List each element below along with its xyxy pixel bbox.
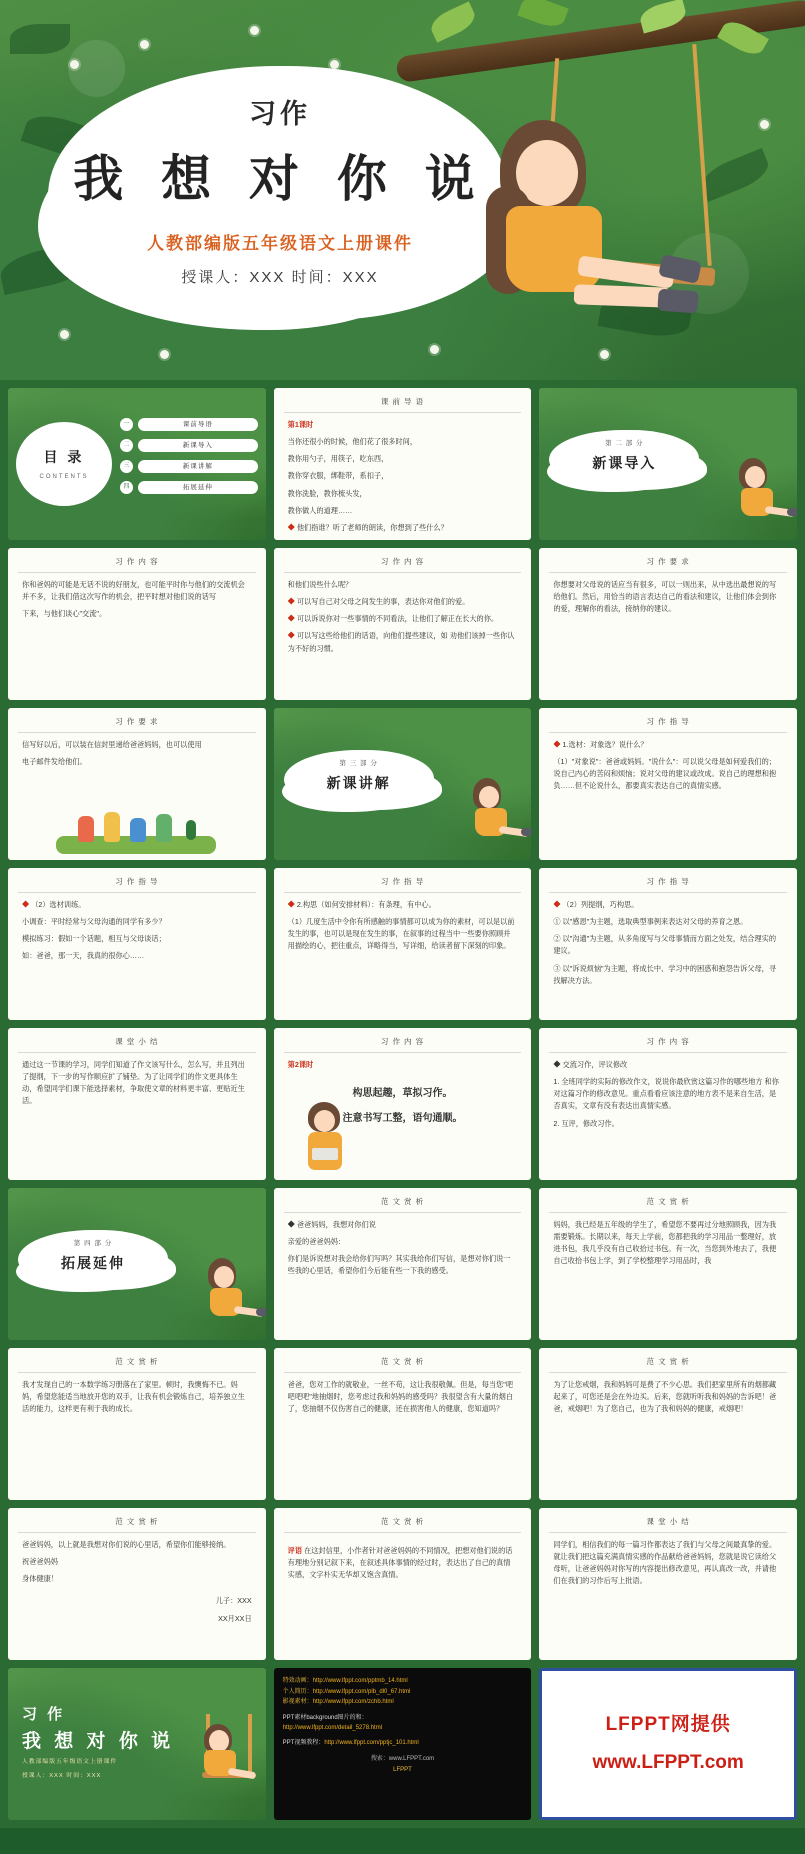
guide-line: 模拟练习：假如一个话题，相互与父母谈话； (22, 934, 166, 944)
content-bullet: ◆ 可以诉说你对一些事情的不同看法，让他们了解正在长大的你。 (288, 613, 518, 625)
slide-header: 习 作 指 导 (18, 876, 256, 893)
slide-body (284, 419, 522, 535)
girl-shoe-icon (657, 289, 698, 314)
slide-body (284, 579, 522, 655)
guide-subline: ③ 以"诉说烦恼"为主题，将成长中、学习中的困惑和抱怨告诉父母，寻找解决方法。 (553, 963, 777, 985)
slide-body (18, 579, 256, 621)
slide-body (549, 1219, 787, 1268)
plant-icon (186, 820, 196, 840)
slide-body (18, 1539, 256, 1625)
slide-header: 范 文 赏 析 (284, 1356, 522, 1373)
toc-item-number: 一 (120, 418, 133, 431)
slide-thumbnail-contents[interactable] (8, 388, 266, 540)
girl-illustration (729, 446, 789, 536)
section-name: 拓展延伸 (61, 1255, 125, 1272)
girl-dress-icon (506, 206, 602, 292)
toc-title-en: CONTENTS (39, 474, 89, 481)
section-name: 新课讲解 (326, 775, 391, 792)
content-line: 下来，与他们谈心"交流"。 (22, 609, 107, 619)
final-main-title: 我 想 对 你 说 (22, 1731, 175, 1752)
example-line: 爸爸妈妈，以上就是我想对你们说的心里话，希望你们能够接纳。 (22, 1539, 231, 1549)
lesson-line: 教你用勺子，用筷子，吃东西， (287, 454, 389, 464)
slide-header: 习 作 指 导 (549, 876, 787, 893)
slide-thumbnail-content1[interactable] (8, 548, 266, 700)
guide-bullet: ◆ （2）选材训练。 (22, 899, 252, 911)
slide-header: 习 作 指 导 (549, 716, 787, 733)
slide-thumbnail-guide3[interactable] (274, 868, 532, 1020)
toc-item[interactable] (120, 418, 258, 431)
slide-thumbnail-example7[interactable] (274, 1508, 532, 1660)
hero-presenter-line: 授课人：XXX 时间：XXX (181, 269, 379, 286)
content-line: 电子邮件发给他们。 (22, 756, 87, 766)
girl-illustration (470, 120, 730, 370)
slide-body (549, 1539, 787, 1588)
slide-body (284, 1219, 522, 1278)
child-icon (104, 812, 120, 842)
guide-subline: ② 以"沟通"为主题，从多角度写与父母事情而方面之处发，结合理实的建议。 (553, 934, 777, 956)
link-url[interactable]: http://www.lfppt.com/plb_dl0_67.html (312, 1688, 411, 1695)
slide-thumbnail-example5[interactable] (539, 1348, 797, 1500)
slide-header: 课 堂 小 结 (549, 1516, 787, 1533)
flower-icon (430, 345, 439, 354)
final-presenter-line: 授课人：XXX 时间：XXX (22, 1773, 102, 1779)
guide-line: 小调查：平时经常与父母沟通的同学有多少？ (22, 916, 166, 926)
link-url[interactable]: http://www.lfppt.com/pptmb_14.html (312, 1678, 408, 1684)
slide-body (18, 899, 256, 963)
content-intro: 和他们说些什么呢？ (287, 579, 353, 589)
toc-item-label: 新课导入 (138, 439, 258, 452)
content-line: 信写好以后，可以装在信封里递给爸爸妈妈，也可以使用 (22, 739, 202, 749)
guide-title-line: ◆ 1.选材：对象选？说什么？ (553, 739, 783, 751)
slide-header: 习 作 内 容 (284, 1036, 522, 1053)
search-hint: 搜索：www.LFPPT.com (370, 1756, 435, 1762)
girl-face-icon (209, 1730, 229, 1752)
guide-bullet: ◆ （2）列提纲，巧构思。 (553, 899, 783, 911)
slide-thumbnail-example3[interactable] (8, 1348, 266, 1500)
note-url-row[interactable] (283, 1723, 523, 1734)
slide-body (18, 1379, 256, 1416)
slide-body (18, 739, 256, 768)
example-line: 亲爱的爸爸妈妈： (287, 1236, 346, 1246)
flower-icon (160, 350, 169, 359)
girl-illustration (463, 766, 523, 856)
guide-subline: ① 以"感恩"为主题，选取典型事例来表达对父母的养育之恩。 (553, 916, 748, 926)
child-icon (78, 816, 94, 842)
child-icon (156, 814, 172, 842)
note-row (283, 1738, 523, 1749)
content-bullet: ◆ 可以写这些给他们的话语，向他们提些建议，如 劝他们该掉一些你认为不好的习惯。 (288, 630, 518, 654)
example-line: 妈妈，我已经是五年级的学生了，希望您不要再过分地照顾我，因为我需要锻炼。长期以来，每天上学前，您都把我的学习用品一整理好，放进书包，我几乎没有自己收拾过书包。有一次，当您到外地去了，我便自己收拾书包上学，到了学校整理学习用品时，我 (553, 1219, 777, 1266)
slide-header: 范 文 赏 析 (284, 1196, 522, 1213)
content-subline: 1. 全班同学的实际的修改作文，说说你最欣赏这篇习作的哪些地方 和你对这篇习作的修改意见。重点看看应该注意的地方表不是来自生活，是否真实，文章有没有表达出真情实感。 (553, 1076, 779, 1111)
lesson-line: 教你洗脸，教你梳头发， (287, 488, 367, 498)
summary-line: 通过这一节课的学习，同学们知道了作文该写什么，怎么写，并且列出了提纲，下一步的写作顺应扩了铺垫。为了让同学们的作文更具体生动，希望同学们课下能选择素材，争取使文章的材料更丰富、更贴近生活。 (22, 1059, 245, 1106)
slide-thumbnail-section-part2[interactable] (539, 388, 797, 540)
slide-header: 习 作 内 容 (18, 556, 256, 573)
content-subline: 2. 互评，修改习作。 (553, 1118, 619, 1128)
toc-item-label: 课前导语 (138, 418, 258, 431)
lesson-line: 教你穿衣服，绑鞋带，系扣子， (287, 471, 389, 481)
slide-thumbnail-content2[interactable] (274, 548, 532, 700)
guide-bullet: （1）几度生活中令你有所感触的事情都可以成为你的素材，可以是以前发生的事，也可以是现在发生的事，在叙事的过程当中一些要你照顾并用描绘的心，把往重点，详略得当，写详细，给读者留下深刻的印象。 (287, 916, 515, 951)
slide-thumbnail-lesson1[interactable] (274, 388, 532, 540)
slide-thumbnail-example6[interactable] (8, 1508, 266, 1660)
link-label: 影视素材： (282, 1699, 313, 1705)
lesson-line: 教你做人的道理…… (287, 505, 353, 515)
section-name: 新课导入 (592, 455, 657, 472)
toc-list (120, 418, 258, 502)
example-line: 爸爸，您对工作的就敬业，一丝不苟，这让我很敬佩。但是，每当您"吧吧吧吧"地抽烟时，您考虑过我和妈妈的感受吗？我很望含有大量的烟白了，您抽烟不仅伤害自己的健康，还在损害他人的健康，您知道吗？ (287, 1379, 514, 1414)
flower-icon (250, 26, 259, 35)
lesson-question: ◆ 他们指谁？听了老师的朗读，你想到了些什么？ (288, 522, 518, 534)
section-label (22, 1238, 164, 1276)
brand-line-2: www.LFPPT.com (592, 1751, 744, 1773)
toc-item-number: 三 (120, 460, 133, 473)
note-row (283, 1713, 523, 1724)
slide-header: 习 作 内 容 (284, 556, 522, 573)
slide-body (549, 739, 787, 793)
section-label (553, 438, 695, 476)
branch-leaf-icon (517, 0, 568, 31)
slide-thumbnail-section-part3[interactable] (274, 708, 532, 860)
toc-item-label: 新课讲解 (138, 460, 258, 473)
child-icon (130, 818, 146, 842)
flower-icon (760, 120, 769, 129)
summary-line: 同学们，相信我们的每一篇习作都表达了我们与父母之间最真挚的爱。就让我们把这篇充满真情实感的作品献给爸爸妈妈，您就是说它读给父母听，让爸爸妈妈对你写的内容提出修改意见，再认真改一改，并请他们在我们的习作后写上批语。 (553, 1539, 777, 1586)
slide-thumbnail-example4[interactable] (274, 1348, 532, 1500)
toc-item[interactable] (120, 439, 258, 452)
slide-header: 习 作 指 导 (284, 876, 522, 893)
slide-body (284, 1545, 522, 1582)
evaluation-label: 评语 (287, 1545, 303, 1555)
link-label: 特效动画： (282, 1678, 313, 1684)
slide-thumbnail-guide1[interactable] (539, 708, 797, 860)
slide-thumbnail-resource-links[interactable] (274, 1668, 532, 1820)
slide-header: 课 堂 小 结 (18, 1036, 256, 1053)
link-row[interactable] (283, 1697, 523, 1708)
book-icon (312, 1148, 338, 1160)
girl-face-icon (314, 1110, 335, 1132)
hero-course-line: 人教部编版五年级语文上册课件 (147, 234, 413, 253)
example-signature: 儿子：XXX (215, 1596, 252, 1606)
link-url[interactable]: http://www.lfppt.com/zchb.html (312, 1699, 394, 1705)
note-url[interactable]: http://www.lfppt.com/detail_5278.html (282, 1725, 383, 1731)
guide-line: 如：爸爸，那一天，我真的很你心…… (22, 951, 145, 961)
content-line: 你想要对父母说的话应当有很多，可以一则出来，从中选出最想说的写给他们。然后，用恰当的语言表达自己的看法和建议，让他们体会到你的爱，理解你的看法，接纳你的建议。 (553, 579, 777, 614)
example-bullet: ◆ 爸爸妈妈，我想对你们说 (288, 1219, 518, 1231)
hero-main-title: 我 想 对 你 说 (73, 151, 487, 207)
slide-thumbnail-guide4[interactable] (539, 868, 797, 1020)
slide-thumbnail-final-title[interactable] (8, 1668, 266, 1820)
slide-thumbnail-summary1[interactable] (8, 1028, 266, 1180)
evaluation-text: 在这封信里，小作者针对爸爸妈妈的不同情况，把想对他们说的话有理地分别记叙下来，在叙述具体事情的经过时，表达出了自己的真情实感，文字朴实无华却又饱含真情。 (287, 1545, 513, 1580)
slide-thumbnail-brand[interactable] (539, 1668, 797, 1820)
final-course-line: 人教部编版五年级语文上册课件 (22, 1759, 118, 1765)
example-line: 你们是诉说想对我会给你们写吗？其实我给你们写信，是想对你们说一些我的心里话，希望你们今后能有些一下我的感受。 (287, 1254, 511, 1276)
slide-header: 课 前 导 语 (284, 396, 522, 413)
girl-leg-icon (574, 284, 671, 307)
slide-thumbnail-grid (0, 380, 805, 1828)
slide-header: 范 文 赏 析 (549, 1356, 787, 1373)
hero-text-block (60, 92, 500, 287)
girl-face-icon (745, 466, 765, 488)
lesson-big-line: 注意书写工整，语句通顺。 (342, 1112, 463, 1124)
note-url[interactable]: http://www.lfppt.com/pptjc_101.html (324, 1739, 419, 1746)
slide-thumbnail-example2[interactable] (539, 1188, 797, 1340)
slide-thumbnail-content3[interactable] (539, 1028, 797, 1180)
lesson-tag: 第2课时 (287, 1059, 314, 1069)
slide-body (284, 899, 522, 953)
section-number: 第 四 部 分 (73, 1240, 113, 1247)
example-line: 祝爸爸妈妈 (22, 1556, 58, 1566)
lesson-tag: 第1课时 (287, 419, 314, 429)
final-subtitle-top: 习 作 (22, 1706, 66, 1723)
slide-body (284, 1379, 522, 1416)
slide-header: 习 作 要 求 (18, 716, 256, 733)
slide-thumbnail-lesson2[interactable] (274, 1028, 532, 1180)
section-number: 第 二 部 分 (605, 440, 644, 447)
link-row[interactable] (283, 1676, 523, 1687)
girl-face-icon (214, 1266, 234, 1288)
guide-bullet: （1）"对象说"：爸爸或妈妈。"说什么"：可以说父母是如何爱我们的；说自己内心的苦闷和烦恼；说对父母的建议或改成。说自己的理想和抱负……但不论说什么，都要真实表达自己的真情实感。 (553, 756, 777, 791)
slide-thumbnail-summary2[interactable] (539, 1508, 797, 1660)
example-signature-date: XX月XX日 (218, 1613, 252, 1623)
toc-item-number: 二 (120, 439, 133, 452)
slide-header: 范 文 赏 析 (18, 1356, 256, 1373)
slide-thumbnail-require1[interactable] (539, 548, 797, 700)
note-label: PPT视频教程： (282, 1739, 325, 1746)
hero-subtitle-top: 习作 (249, 99, 311, 129)
girl-shoe-icon (256, 1308, 266, 1316)
note-label: PPT素材background图片的和： (282, 1714, 368, 1721)
slide-body (549, 899, 787, 987)
toc-title: 目 录 (43, 448, 85, 465)
flower-icon (70, 60, 79, 69)
section-label (288, 758, 430, 796)
section-number: 第 三 部 分 (339, 760, 378, 767)
link-label: 个人简历： (282, 1688, 313, 1695)
girl-shoe-icon (521, 828, 531, 836)
brand-footer: LFPPT (393, 1766, 412, 1773)
slide-thumbnail-section-part4[interactable] (8, 1188, 266, 1340)
hero-title-slide (0, 0, 805, 380)
slide-body (549, 579, 787, 616)
slide-body (549, 1379, 787, 1416)
toc-item-number: 四 (120, 481, 133, 494)
toc-item-label: 拓展延伸 (138, 481, 258, 494)
swing-rope-icon (248, 1714, 252, 1772)
content-bullet: ◆ 可以写自己对父母之间发生的事，表达你对他们的爱。 (288, 596, 518, 608)
slide-thumbnail-require2[interactable] (8, 708, 266, 860)
girl-reading-illustration (300, 1102, 352, 1174)
toc-item[interactable] (120, 481, 258, 494)
slide-thumbnail-example1[interactable] (274, 1188, 532, 1340)
children-garden-illustration (56, 806, 216, 854)
slide-thumbnail-guide2[interactable] (8, 868, 266, 1020)
content-line: 你和爸妈的可能是无话不说的好朋友，也可能平时你与他们的交流机会并不多，让我们借这次写作的机会，把平时想对他们说的话写 (22, 579, 245, 601)
brand-line-1: LFPPT网提供 (605, 1714, 731, 1736)
lesson-line: 当你还很小的时候，他们花了很多时间， (287, 436, 418, 446)
girl-shoe-icon (787, 508, 797, 516)
lesson-big-line: 构思起趣，草拟习作。 (352, 1087, 453, 1099)
toc-item[interactable] (120, 460, 258, 473)
example-line: 为了让您戒烟，我和妈妈可是费了不少心思。我们把家里所有的烟都藏起来了，可您还是会在外边买。后来，您就听听我和妈妈的告诉吧！爸爸，戒烟吧！为了您自己，也为了我和妈妈的健康，戒烟吧！ (553, 1379, 777, 1414)
girl-illustration (198, 1246, 258, 1336)
guide-bullet: ◆ 2.构思（如何安排材料）：有条理，有中心。 (288, 899, 518, 911)
link-row[interactable] (283, 1687, 523, 1698)
toc-circle (16, 422, 112, 506)
flower-icon (140, 40, 149, 49)
example-line: 我才发现自己的一本数学练习册落在了家里。顿时，我懊悔不已。妈妈，希望您能适当地放开您的双手，让我有机会锻炼自己，培养独立生活的能力，这样更有利于我的成长。 (22, 1379, 245, 1414)
slide-body (18, 1059, 256, 1108)
slide-header: 范 文 赏 析 (18, 1516, 256, 1533)
slide-header: 习 作 要 求 (549, 556, 787, 573)
content-bullet: ◆ 交流习作，评议修改 (553, 1059, 783, 1071)
girl-illustration (190, 1714, 262, 1818)
example-line: 身体健康！ (22, 1574, 58, 1584)
slide-body (549, 1059, 787, 1130)
leaf-decoration-icon (10, 24, 70, 54)
slide-header: 习 作 内 容 (549, 1036, 787, 1053)
slide-header: 范 文 赏 析 (549, 1196, 787, 1213)
flower-icon (60, 330, 69, 339)
branch-leaf-icon (427, 1, 479, 42)
slide-header: 范 文 赏 析 (284, 1516, 522, 1533)
